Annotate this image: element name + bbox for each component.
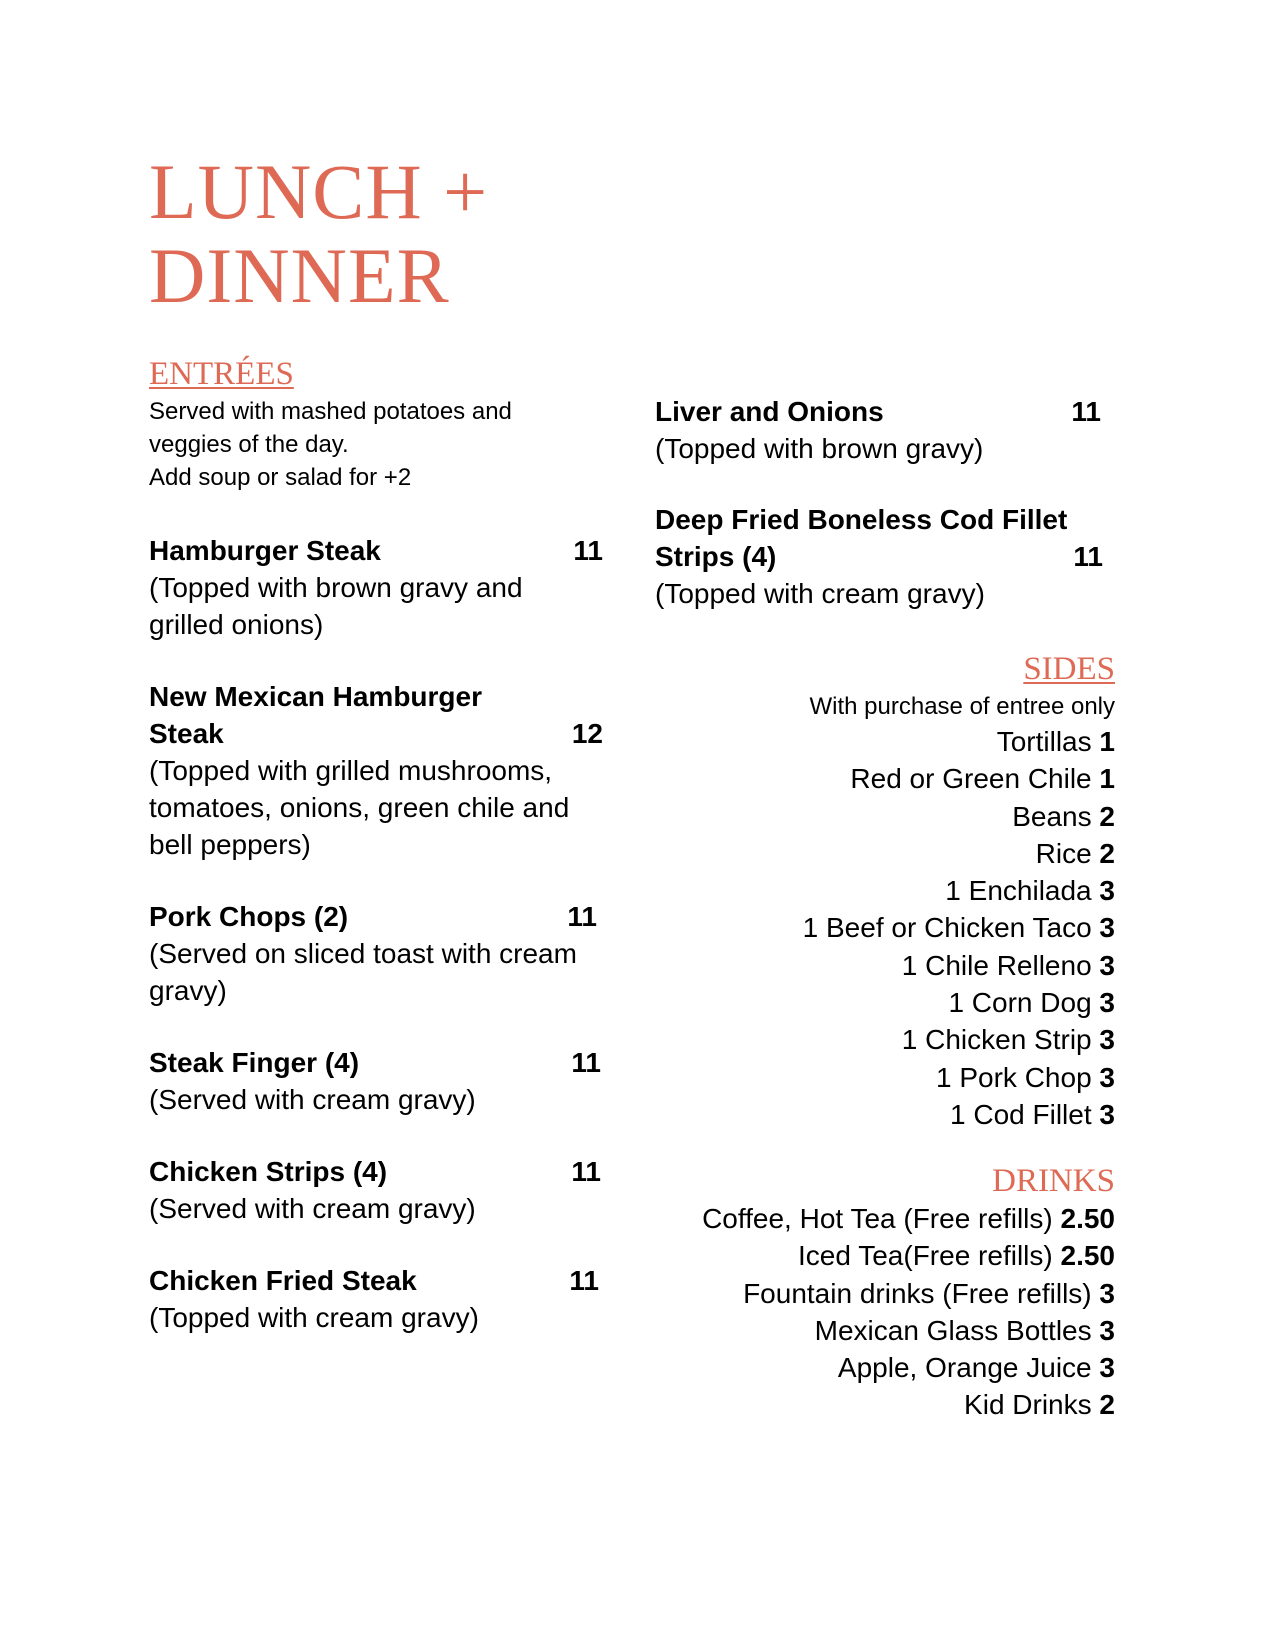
drink-item-name: Kid Drinks [964,1389,1092,1421]
side-item-price: 3 [1099,875,1115,907]
drinks-section [702,1163,1115,1424]
menu-item-name: Steak Finger (4) [149,1047,360,1078]
menu-item [655,501,1115,612]
drink-item-name: Fountain drinks (Free refills) [743,1277,1092,1309]
menu-item-description: (Topped with grilled mushrooms, tomatoes, onions, green chile and bell peppers) [149,755,570,860]
menu-item-price: 11 [567,901,597,932]
drink-item-price: 3 [1099,1314,1115,1346]
menu-item [149,1044,609,1118]
menu-item-price: 11 [1073,541,1103,572]
menu-item-description: (Served with cream gravy) [149,1193,476,1224]
sides-list [803,723,1115,1133]
menu-item [655,393,1115,467]
side-item-name: 1 Pork Chop [936,1061,1092,1093]
side-item [803,835,1115,872]
side-item-name: Tortillas [996,726,1092,757]
drinks-list [702,1200,1115,1424]
entrees-section [149,356,609,1336]
side-item [803,760,1115,797]
menu-item-header [149,678,609,752]
menu-item [149,678,609,863]
menu-item [149,532,609,643]
side-item-name: 1 Chile Relleno [901,949,1092,981]
drink-item [702,1237,1115,1274]
side-item-name: Rice [1035,837,1092,869]
menu-title-line: DINNER [149,232,450,319]
side-item-name: 1 Corn Dog [948,987,1092,1019]
side-item [803,723,1115,760]
side-item [803,1021,1115,1058]
drink-item [702,1312,1115,1349]
side-item-name: Red or Green Chile [850,763,1092,795]
side-item-name: 1 Beef or Chicken Taco [802,912,1092,944]
menu-item [149,1262,609,1336]
side-item-price: 3 [1099,987,1115,1019]
menu-item-name: Deep Fried Boneless Cod Fillet Strips (4) [655,504,1068,572]
menu-item-description: (Topped with brown gravy and grilled onions) [149,572,523,640]
drink-item-price: 2.50 [1060,1240,1115,1272]
side-item-price: 3 [1099,1098,1115,1130]
side-item-price: 3 [1099,1061,1115,1093]
side-item [803,872,1115,909]
drink-item [702,1386,1115,1423]
entrees-intro-line: veggies of the day. [149,431,349,458]
side-item [803,947,1115,984]
side-item-price: 3 [1099,1024,1115,1056]
menu-item-name: Chicken Fried Steak [149,1265,417,1296]
side-item-name: 1 Chicken Strip [901,1024,1092,1056]
menu-item-name: Liver and Onions [655,396,884,427]
drink-item [702,1275,1115,1312]
menu-item-price: 11 [571,1047,601,1078]
menu-title-line: LUNCH + [149,148,489,235]
entrees-continued [655,393,1115,612]
menu-item-header [655,393,1115,430]
side-item [803,984,1115,1021]
menu-item-description: (Topped with cream gravy) [655,578,985,609]
entrees-intro-line: Served with mashed potatoes and [149,398,512,425]
entrees-heading: ENTRÉES [149,356,294,392]
menu-item-name: Chicken Strips (4) [149,1156,388,1187]
drink-item [702,1200,1115,1237]
drink-item-price: 3 [1099,1277,1115,1309]
side-item-price: 2 [1099,800,1115,832]
menu-item-name: New Mexican Hamburger Steak [149,681,482,749]
menu-item-description: (Topped with cream gravy) [149,1302,479,1333]
drink-item-price: 3 [1099,1352,1115,1384]
side-item-price: 3 [1099,912,1115,944]
menu-item-description: (Topped with brown gravy) [655,433,984,464]
sides-heading: SIDES [1023,651,1115,687]
menu-item-price: 11 [569,1265,599,1296]
side-item-price: 2 [1099,837,1115,869]
sides-section [803,651,1115,1133]
menu-item-description: (Served with cream gravy) [149,1084,476,1115]
drink-item-name: Apple, Orange Juice [837,1352,1092,1384]
side-item-price: 1 [1099,763,1115,795]
menu-item [149,898,609,1009]
side-item-name: Beans [1012,800,1092,832]
menu-item-name: Hamburger Steak [149,535,381,566]
menu-item-description: (Served on sliced toast with cream gravy) [149,938,577,1006]
menu-item-price: 11 [1071,396,1101,427]
drinks-heading: DRINKS [992,1163,1115,1199]
entrees-intro [149,395,609,494]
entrees-intro-line: Add soup or salad for +2 [149,464,412,491]
menu-item [149,1153,609,1227]
menu-item-header [149,1153,609,1190]
side-item [803,1096,1115,1133]
side-item [803,1059,1115,1096]
menu-item-price: 11 [573,535,603,566]
menu-item-header [149,532,609,569]
side-item-name: 1 Cod Fillet [950,1098,1092,1130]
menu-item-header [149,898,609,935]
drink-item-name: Coffee, Hot Tea (Free refills) [702,1203,1053,1234]
side-item [803,798,1115,835]
drink-item [702,1349,1115,1386]
menu-item-header [149,1044,609,1081]
menu-item-header [149,1262,609,1299]
menu-item-header [655,501,1115,575]
side-item-price: 1 [1099,726,1115,757]
menu-item-price: 11 [571,1156,601,1187]
menu-item-price: 12 [571,718,603,749]
drink-item-price: 2 [1099,1389,1115,1421]
drink-item-name: Mexican Glass Bottles [814,1314,1092,1346]
drink-item-name: Iced Tea(Free refills) [798,1240,1053,1272]
side-item [803,909,1115,946]
drink-item-price: 2.50 [1060,1203,1115,1234]
side-item-price: 3 [1099,949,1115,981]
menu-title [149,150,488,318]
sides-subtitle: With purchase of entree only [809,693,1115,720]
menu-item-name: Pork Chops (2) [149,901,349,932]
side-item-name: 1 Enchilada [945,875,1092,907]
